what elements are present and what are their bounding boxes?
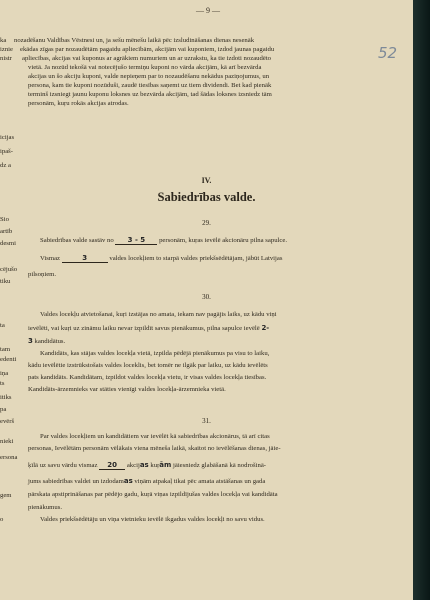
margin-fragment: desmi: [0, 240, 16, 247]
text-fragment: valdes locekļiem: [109, 255, 155, 262]
margin-fragment: iznie: [0, 46, 13, 53]
margin-fragment: nistr: [0, 55, 12, 62]
pencil-mark: 52: [378, 44, 398, 62]
margin-fragment: gem: [0, 492, 12, 499]
handwritten-entry: 3: [28, 337, 33, 345]
text-line: nozadēšanu Valdības Vēstnesi un, ja sešu mēnešu laikā pēc izsludināšanas dienas nesenāk: [14, 37, 255, 44]
text-line: terminš izsniegt jaunu kuponu loksnes uz bezvārda akcijām, tad šādas loksnes izsniedz tām: [28, 91, 272, 98]
margin-fragment: Sio: [0, 216, 9, 223]
text-fragment: jāiesniedz glabāšanā kā nodrošinā-: [173, 462, 267, 469]
section-title: Sabiedrības valde.: [157, 190, 256, 204]
text-line: pārskata apstiprināšanas par pēdējo gadu, kuŗā viņas izpildījušas valdes locekļa vai kandidāta: [28, 491, 278, 498]
text-fragment: kandidātus.: [34, 338, 66, 345]
text-line: vietā. Ja nozūd tekošā vai notecējušo termiņu kuponi no vārda akcijām, kā arī bezvārda: [28, 64, 262, 71]
text-fragment: viņām atpakaļ tikai pēc amata atstāšanas un gada: [134, 478, 266, 485]
margin-fragment: iņa: [0, 370, 9, 377]
page-number: — 9 —: [196, 6, 220, 15]
text-line: apliecības, akcijas vai kuponus ar agrākiem numuriem un ar uzrakstu, ka tie izdoti nozaudēto: [22, 55, 272, 62]
margin-fragment: artīb: [0, 228, 13, 235]
text-line: Kandidāts-ārzemnieks var stāties vienīgi valdes locekļa-ārzemnieka vietā.: [28, 386, 226, 393]
text-line: Valdes priekšsēdētāju un viņa vietnieku ievēlē ikgadus valdes locekļi no savu vidus.: [40, 516, 265, 523]
margin-fragment: ts: [0, 380, 5, 387]
margin-fragment: itiks: [0, 394, 12, 401]
text-line: akcijas un šo akciju kuponi, valde nepieņem par to nozaudēšanu nekādus paziņojumus, un: [28, 73, 270, 80]
handwritten-entry: ām: [159, 461, 172, 469]
handwritten-entry: as: [139, 461, 149, 469]
handwritten-entry: 2-: [261, 324, 270, 332]
margin-fragment: dz a: [0, 162, 11, 169]
section-number: IV.: [201, 176, 212, 185]
margin-fragment: nieki: [0, 438, 14, 445]
text-line: kādu ievēlētie izstrūkstošais valdes loceklis, bet tomēr ne ilgāk par laiku, uz kādu ievēlēts: [28, 362, 268, 369]
handwritten-entry: 3 - 5: [115, 236, 157, 245]
text-fragment: Vismaz: [40, 255, 61, 262]
text-line: Valdes locekļu atvietošanai, kuŗi izstājas no amata, iekam nav pagājis laiks, uz kādu viņi: [40, 311, 277, 318]
page-edge: [413, 0, 430, 600]
margin-fragment: ersona: [0, 454, 18, 461]
text-line: pats kandidāts. Kandidātam, izpildot valdes locekļa vietu, ir visas valdes locekļa tiesības.: [28, 374, 267, 381]
paragraph-number: 29.: [202, 219, 211, 227]
margin-fragment: icijas: [0, 134, 15, 141]
paragraph-number: 31.: [202, 417, 211, 425]
text-fragment: kuŗ: [150, 462, 160, 469]
margin-fragment: o: [0, 516, 4, 523]
margin-fragment: ipaš-: [0, 148, 13, 155]
text-fragment: jums sabiedrības valdei un izdodam: [28, 478, 124, 485]
margin-fragment: pa: [0, 406, 7, 413]
margin-fragment: cējušo: [0, 266, 18, 273]
margin-fragment: edenti: [0, 356, 17, 363]
handwritten-entry: as: [123, 477, 133, 485]
text-line: persona, kam tie kuponi nozūduši, zaudē tiesības saņemt uz tiem dividendi. Bet kad pienāk: [28, 82, 272, 89]
text-line: Kandidāts, kas stājas valdes locekļa vietā, izpilda pēdējā pienākumus pa visu to laiku,: [40, 350, 270, 357]
margin-fragment: ta: [0, 322, 5, 329]
text-line: pilsoņiem.: [28, 271, 57, 278]
paragraph-number: 30.: [202, 293, 211, 301]
text-fragment: Sabiedrības valde sastāv no: [40, 237, 114, 244]
text-line: personas, Ievēlētām personām vēlākais viena mēneša laikā, skaitot no ievēlēšanas dienas, jāie-: [28, 445, 281, 452]
text-line: pienākumus.: [28, 504, 62, 511]
text-fragment: ievēlēti, vai kuŗi uz zināmu laiku nevar izpildīt savus pienākumus, pilna sapulce ievēlē: [28, 325, 260, 332]
text-fragment: akcij: [126, 462, 140, 469]
text-line: ekādas zīgas par nozaudētām pagaidu apliecībām, akcijām vai kuponiem, izdod jaunas pagaidu: [20, 46, 275, 53]
handwritten-entry: 3: [62, 254, 108, 263]
text-line: personām, kuŗu rokās akcijas atrodas.: [28, 100, 129, 107]
margin-fragment: ka: [0, 37, 7, 44]
text-fragment: ķīlā uz savu vārdu vismaz: [28, 462, 98, 469]
text-fragment: to starpā valdes priekšsēdētājam, jābūt Latvijas: [156, 255, 283, 262]
margin-fragment: tam: [0, 346, 11, 353]
text-line: Par valdes locekļiem un kandidātiem var ievēlēt kā sabiedrības akcionārus, tā arī citas: [40, 433, 270, 440]
text-fragment: personām, kuŗas ievēlē akcionāru pilna sapulce.: [159, 237, 288, 244]
margin-fragment: tiku: [0, 278, 11, 285]
handwritten-entry: 20: [99, 461, 125, 470]
margin-fragment: evērš: [0, 418, 15, 425]
